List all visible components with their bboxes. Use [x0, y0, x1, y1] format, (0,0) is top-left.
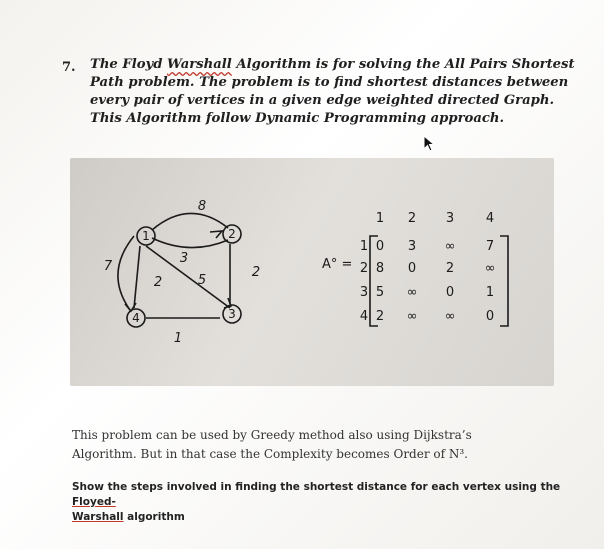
question-line-1: The Floyd Warshall Algorithm is for solving the All Pairs Shortest	[90, 57, 575, 72]
edge-1-4	[134, 246, 140, 308]
matrix-cell: 5	[375, 285, 385, 300]
matrix-cell: 0	[375, 239, 385, 254]
matrix-cell: 1	[485, 285, 495, 300]
matrix-col-header: 2	[407, 211, 417, 226]
matrix-row-header: 2	[359, 261, 369, 276]
task-line-2: Warshall algorithm	[72, 511, 185, 523]
paragraph-line-1: This problem can be used by Greedy method also using Dijkstra’s	[72, 428, 472, 442]
handwritten-figure	[70, 158, 554, 386]
edge-weight-label: 1	[173, 331, 183, 346]
matrix-cell: ∞	[406, 285, 418, 300]
question-number: 7.	[62, 60, 76, 75]
question-text	[90, 56, 580, 128]
matrix-cell: ∞	[444, 239, 456, 254]
mouse-cursor-icon	[420, 134, 438, 152]
edge-weight-label: 3	[179, 251, 189, 266]
graph-node-label: 3	[228, 307, 236, 321]
edge-2-1-curve	[152, 238, 228, 248]
edge-4-1-curve	[118, 236, 134, 310]
edge-1-2-curve	[152, 213, 228, 230]
matrix-row-header: 3	[359, 285, 369, 300]
matrix-cell: ∞	[406, 309, 418, 324]
matrix-row-header: 1	[359, 239, 369, 254]
matrix-cell: 2	[445, 261, 455, 276]
explanation-paragraph	[72, 426, 532, 464]
matrix-name: A° =	[322, 257, 353, 272]
matrix-cell: 3	[407, 239, 417, 254]
matrix-cell: 0	[485, 309, 495, 324]
misspelled-word: Warshall	[167, 57, 232, 72]
matrix-col-header: 3	[445, 211, 455, 226]
graph-node-label: 4	[132, 311, 140, 325]
paragraph-line-2: Algorithm. But in that case the Complexity becomes Order of N³.	[72, 447, 468, 461]
matrix-cell: 7	[485, 239, 495, 254]
question-line-2: Path problem. The problem is to find shortest distances between	[90, 75, 569, 90]
task-line-1: Show the steps involved in finding the shortest distance for each vertex using the Floyed-	[72, 481, 561, 508]
edge-weight-label: 5	[197, 273, 207, 288]
arrowhead-1-2	[210, 231, 222, 238]
matrix-right-bracket	[500, 236, 508, 326]
matrix-cell: ∞	[444, 309, 456, 324]
graph-node-label: 2	[228, 227, 236, 241]
task-statement	[72, 480, 582, 525]
misspelled-word: Floyed-	[72, 496, 116, 508]
misspelled-word: Warshall	[72, 511, 124, 523]
question-line-4: This Algorithm follow Dynamic Programming approach.	[90, 111, 505, 126]
matrix-col-header: 1	[375, 211, 385, 226]
question-line-3: every pair of vertices in a given edge weighted directed Graph.	[90, 93, 555, 108]
matrix-cell: 0	[445, 285, 455, 300]
edge-weight-label: 2	[153, 275, 163, 290]
matrix-cell: 2	[375, 309, 385, 324]
edge-weight-label: 7	[103, 259, 113, 274]
edge-weight-label: 8	[197, 199, 207, 214]
handwritten-figure-photo	[70, 158, 554, 386]
edge-weight-label: 2	[251, 265, 261, 280]
graph-node-label: 1	[142, 229, 150, 243]
matrix-cell: ∞	[484, 261, 496, 276]
matrix-row-header: 4	[359, 309, 369, 324]
matrix-cell: 8	[375, 261, 385, 276]
matrix-col-header: 4	[485, 211, 495, 226]
matrix-cell: 0	[407, 261, 417, 276]
